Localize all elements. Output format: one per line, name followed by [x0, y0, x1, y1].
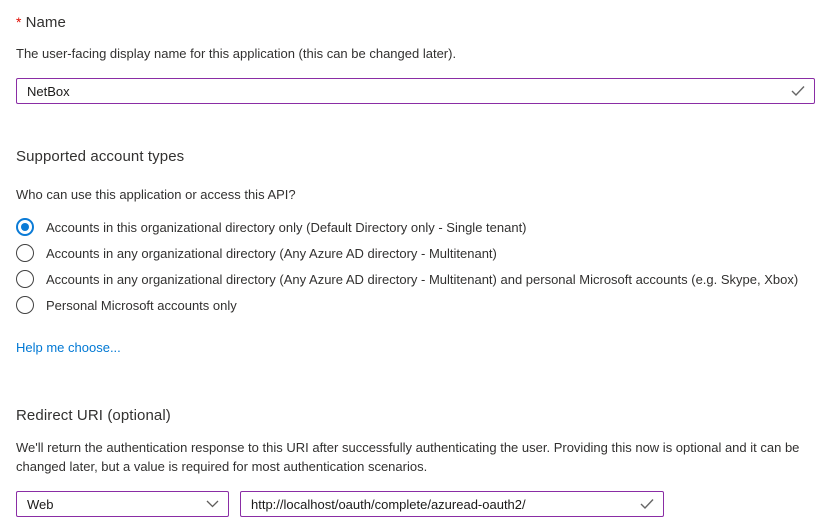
name-heading-label: Name [25, 14, 66, 31]
radio-button[interactable] [16, 218, 34, 236]
radio-option-label: Accounts in any organizational directory (Any Azure AD directory - Multitenant) [46, 245, 497, 261]
radio-option-single-tenant[interactable] [16, 214, 815, 240]
redirect-uri-heading: Redirect URI (optional) [16, 407, 171, 424]
radio-option-label: Accounts in this organizational directory only (Default Directory only - Single tenant) [46, 219, 527, 235]
supported-account-types-heading: Supported account types [16, 148, 185, 165]
redirect-uri-controls [16, 491, 815, 517]
radio-button[interactable] [16, 296, 34, 314]
radio-button[interactable] [16, 244, 34, 262]
name-description: The user-facing display name for this application (this can be changed later). [16, 46, 457, 61]
radio-button[interactable] [16, 270, 34, 288]
redirect-uri-field-box [240, 491, 664, 517]
radio-option-label: Personal Microsoft accounts only [46, 297, 237, 313]
radio-option-label: Accounts in any organizational directory (Any Azure AD directory - Multitenant) and personal Microsoft accounts (e.g. Skype, Xbox) [46, 271, 799, 287]
account-types-question: Who can use this application or access this API? [16, 187, 296, 202]
chevron-down-icon [206, 500, 219, 508]
radio-option-multitenant[interactable] [16, 240, 815, 266]
radio-option-multitenant-personal[interactable] [16, 266, 815, 292]
help-me-choose-link[interactable]: Help me choose... [16, 340, 121, 355]
name-input[interactable] [17, 79, 814, 103]
redirect-uri-description: We'll return the authentication response to this URI after successfully authenticating the user. Providing this now is optional and it can be changed later, but a value is required for most authentication scenarios. [16, 440, 800, 474]
account-type-radio-group [16, 214, 815, 318]
platform-select-value: Web [27, 496, 54, 512]
required-asterisk: * [16, 14, 22, 30]
platform-select[interactable] [16, 491, 229, 517]
radio-option-personal-only[interactable] [16, 292, 815, 318]
redirect-uri-input[interactable] [241, 492, 663, 516]
name-section-heading [16, 14, 815, 31]
name-field-box [16, 78, 815, 104]
